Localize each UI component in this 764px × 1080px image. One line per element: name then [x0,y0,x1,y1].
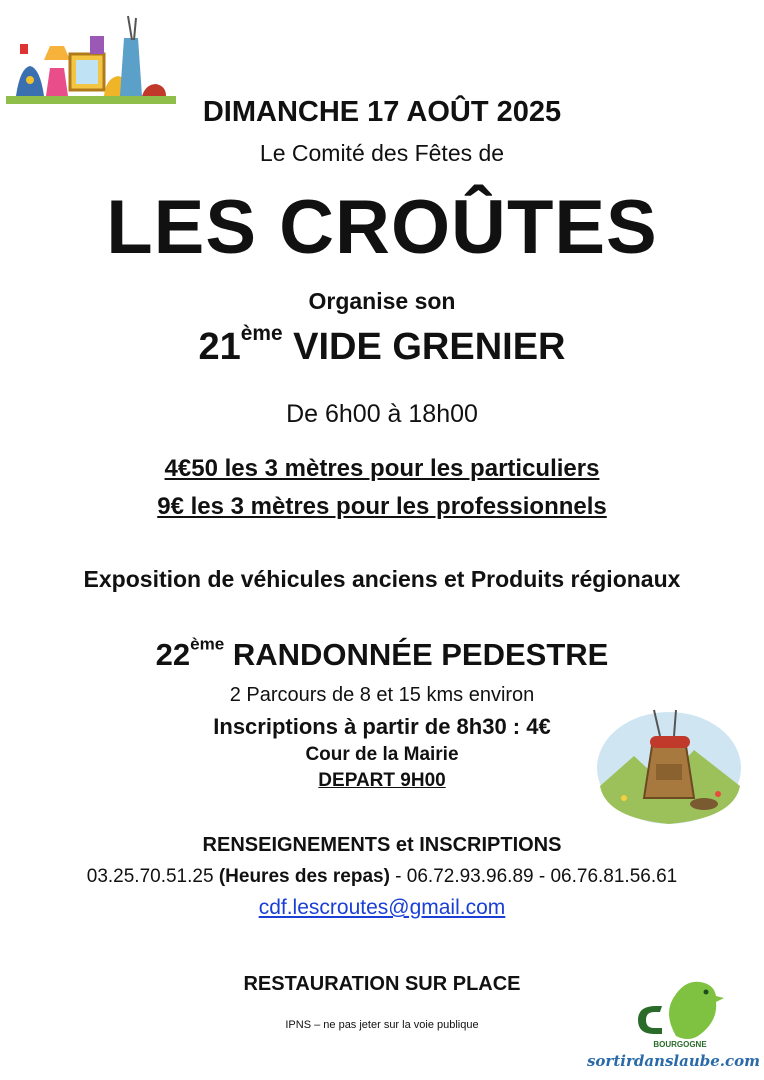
meeting-place: Cour de la Mairie [305,744,459,765]
opening-hours: De 6h00 à 18h00 [286,400,478,428]
price-professional [0,493,764,521]
event-date: DIMANCHE 17 AOÛT 2025 [202,96,562,128]
randonnee-number: 22 [155,637,191,672]
inscriptions-line: Inscriptions à partir de 8h30 : 4€ [213,714,551,739]
price-private-text: 4€50 les 3 mètres pour les particuliers [164,455,600,482]
info-title: RENSEIGNEMENTS et INSCRIPTIONS [202,834,562,856]
randonnee-ordinal: ème [190,634,225,654]
phone-primary: 03.25.70.51.25 [86,866,214,887]
phone-others: - 06.72.93.96.89 - 06.76.81.56.61 [389,866,678,887]
town-title: LES CROÛTES [106,185,658,270]
vide-grenier-number: 21 [198,326,241,368]
departure-text: DEPART 9H00 [318,770,446,791]
email-link[interactable]: cdf.lescroutes@gmail.com [258,896,506,919]
parcours-line: 2 Parcours de 8 et 15 kms environ [229,684,535,706]
phone-note: (Heures des repas) [218,866,390,887]
exhibition-line: Exposition de véhicules anciens et Produits régionaux [83,566,681,592]
randonnee-label: RANDONNÉE PEDESTRE [224,637,609,672]
price-pro-text: 9€ les 3 mètres pour les professionnels [157,493,607,520]
logo-subtitle: BOURGOGNE [653,1040,707,1049]
vide-grenier-ordinal: ème [240,322,283,346]
brocante-illustration [6,8,176,104]
hiking-backpack-illustration [594,706,744,826]
catering-line: RESTAURATION SUR PLACE [243,973,521,995]
committee-line: Le Comité des Fêtes de [259,140,505,166]
price-private [0,455,764,483]
vide-grenier-label: VIDE GRENIER [282,326,566,368]
vide-grenier-title [0,322,764,369]
website-watermark[interactable]: sortirdanslaube.com [586,1052,760,1070]
randonnee-title [0,634,764,673]
organise-line: Organise son [308,288,456,314]
phone-numbers [0,866,764,888]
ipns-notice: IPNS – ne pas jeter sur la voie publique [285,1019,479,1031]
